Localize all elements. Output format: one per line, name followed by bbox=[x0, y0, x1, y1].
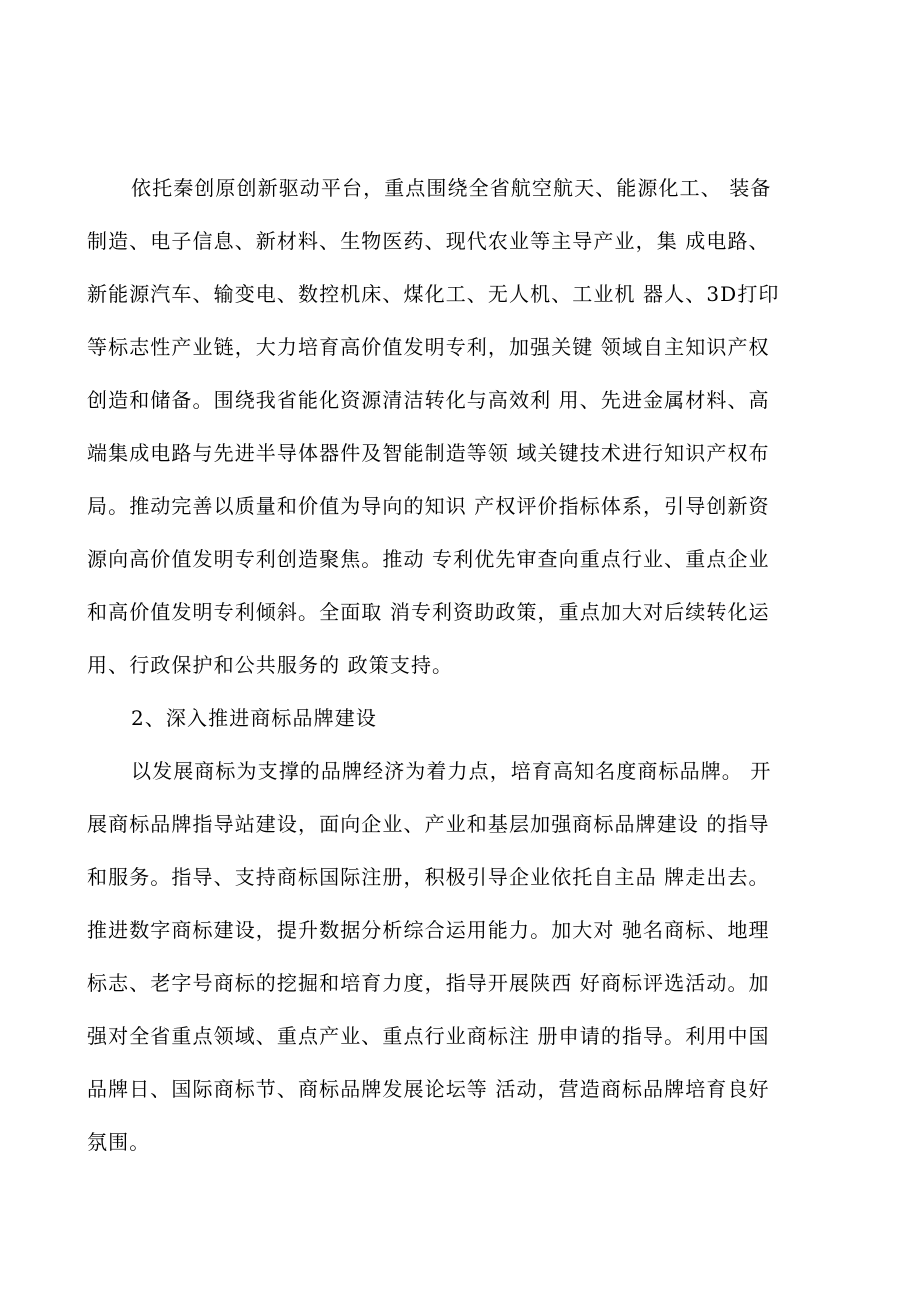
paragraph-line: 和服务。指导、支持商标国际注册，积极引导企业依托自主品 牌走出去。 bbox=[87, 865, 770, 889]
paragraph-line: 制造、电子信息、新材料、生物医药、现代农业等主导产业，集 成电路、 bbox=[87, 229, 770, 253]
paragraph-line: 标志、老字号商标的挖掘和培育力度，指导开展陕西 好商标评选活动。加 bbox=[87, 971, 770, 995]
paragraph-line: 等标志性产业链，大力培育高价值发明专利，加强关键 领域自主知识产权 bbox=[87, 335, 770, 359]
paragraph-line: 品牌日、国际商标节、商标品牌发展论坛等 活动，营造商标品牌培育良好 bbox=[87, 1077, 770, 1101]
paragraph-line: 新能源汽车、输变电、数控机床、煤化工、无人机、工业机 器人、3D打印 bbox=[87, 282, 780, 306]
paragraph-line: 依托秦创原创新驱动平台，重点围绕全省航空航天、能源化工、 装备 bbox=[131, 176, 772, 200]
paragraph-line: 局。推动完善以质量和价值为导向的知识 产权评价指标体系，引导创新资 bbox=[87, 494, 770, 518]
paragraph-line: 创造和储备。围绕我省能化资源清洁转化与高效利 用、先进金属材料、高 bbox=[87, 388, 770, 412]
paragraph-line: 端集成电路与先进半导体器件及智能制造等领 域关键技术进行知识产权布 bbox=[87, 441, 770, 465]
paragraph-trademark-brand bbox=[87, 745, 847, 1169]
section-heading-text: 2、深入推进商标品牌建设 bbox=[131, 706, 377, 730]
paragraph-patent-policy bbox=[87, 162, 847, 692]
paragraph-line: 强对全省重点领域、重点产业、重点行业商标注 册申请的指导。利用中国 bbox=[87, 1024, 770, 1048]
paragraph-line: 氛围。 bbox=[87, 1130, 151, 1154]
section-heading bbox=[87, 692, 847, 745]
paragraph-line: 源向高价值发明专利创造聚焦。推动 专利优先审查向重点行业、重点企业 bbox=[87, 547, 770, 571]
paragraph-line: 展商标品牌指导站建设，面向企业、产业和基层加强商标品牌建设 的指导 bbox=[87, 812, 770, 836]
paragraph-line: 以发展商标为支撑的品牌经济为着力点，培育高知名度商标品牌。 开 bbox=[131, 759, 772, 783]
paragraph-line: 用、行政保护和公共服务的 政策支持。 bbox=[87, 653, 454, 677]
paragraph-line: 推进数字商标建设，提升数据分析综合运用能力。加大对 驰名商标、地理 bbox=[87, 918, 770, 942]
paragraph-line: 和高价值发明专利倾斜。全面取 消专利资助政策，重点加大对后续转化运 bbox=[87, 600, 770, 624]
